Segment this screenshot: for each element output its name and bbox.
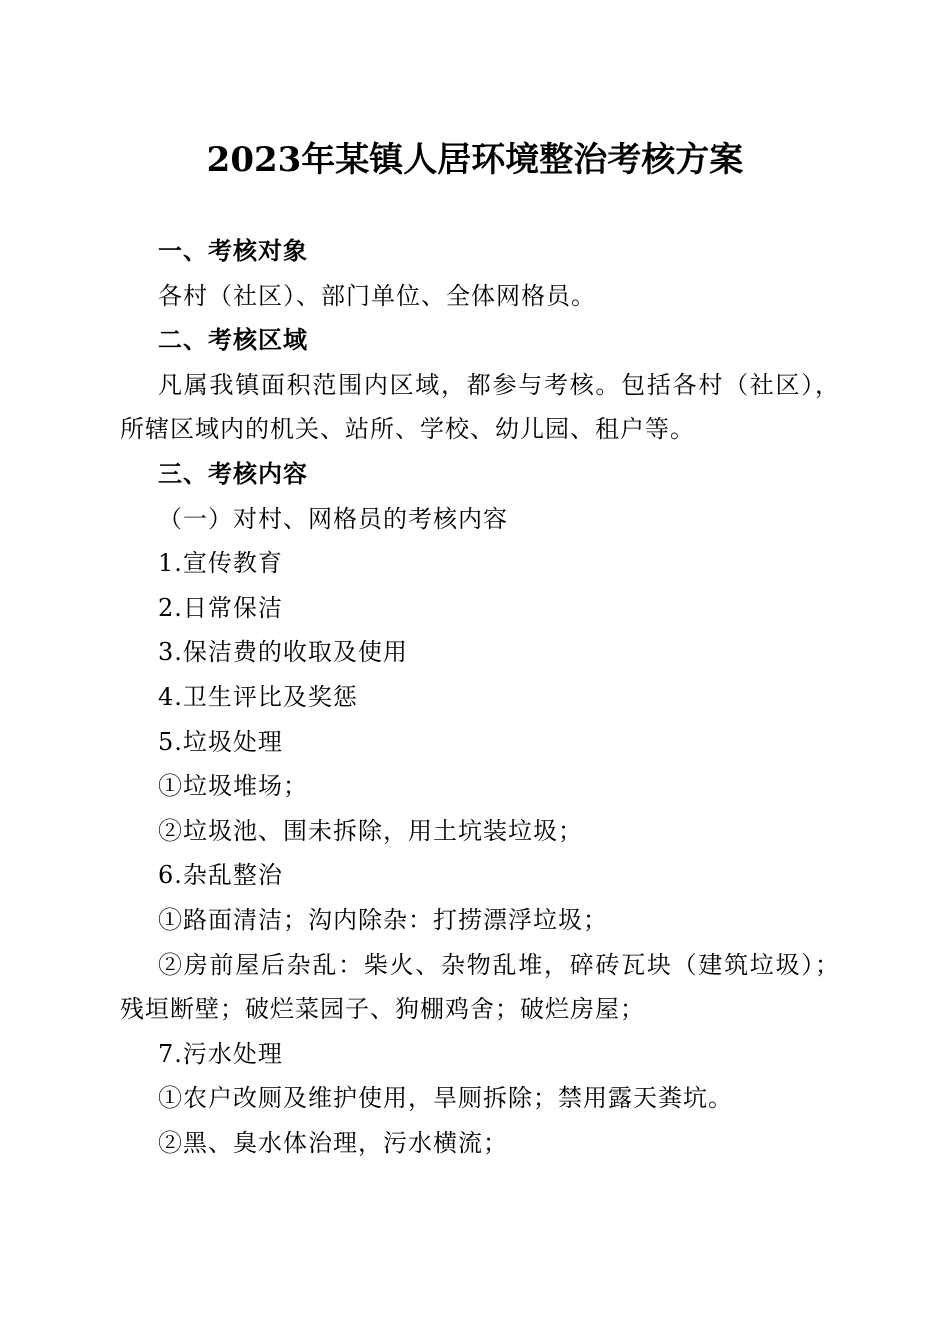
paragraph-assessment-targets: 各村（社区）、部门单位、全体网格员。 (158, 281, 596, 310)
list-item-clutter-rectification: 6.杂乱整治 (158, 861, 283, 890)
document-title: 2023年某镇人居环境整治考核方案 (206, 140, 744, 180)
list-item-garbage-disposal: 5.垃圾处理 (158, 727, 283, 756)
document-body (120, 229, 840, 1165)
sub-item-house-clutter: ②房前屋后杂乱：柴火、杂物乱堆，碎砖瓦块（建筑垃圾）；残垣断壁；破烂菜园子、狗棚鸡舍；破烂房屋； (120, 950, 840, 1024)
sub-item-toilet-renovation: ①农户改厕及维护使用，旱厕拆除；禁用露天粪坑。 (158, 1084, 733, 1113)
section-heading-assessment-targets: 一、考核对象 (158, 237, 308, 265)
section-heading-assessment-area: 二、考核区域 (158, 326, 308, 355)
sub-item-black-odorous-water: ②黑、臭水体治理，污水横流； (158, 1128, 508, 1157)
sub-item-garbage-dump: ①垃圾堆场； (158, 772, 308, 801)
sub-item-road-cleaning: ①路面清洁；沟内除杂：打捞漂浮垃圾； (158, 905, 608, 934)
list-item-publicity-education: 1.宣传教育 (158, 549, 283, 578)
list-item-hygiene-evaluation: 4.卫生评比及奖惩 (158, 682, 358, 711)
list-item-cleaning-fee: 3.保洁费的收取及使用 (158, 638, 408, 667)
list-item-sewage-treatment: 7.污水处理 (158, 1039, 283, 1068)
list-item-daily-cleaning: 2.日常保洁 (158, 593, 283, 622)
subsection-heading-village-grid: （一）对村、网格员的考核内容 (158, 504, 508, 533)
sub-item-garbage-pool: ②垃圾池、围未拆除，用土坑装垃圾； (158, 816, 583, 845)
paragraph-assessment-area: 凡属我镇面积范围内区域，都参与考核。包括各村（社区），所辖区域内的机关、站所、学校、幼儿园、租户等。 (120, 370, 840, 444)
section-heading-assessment-content: 三、考核内容 (158, 459, 308, 488)
